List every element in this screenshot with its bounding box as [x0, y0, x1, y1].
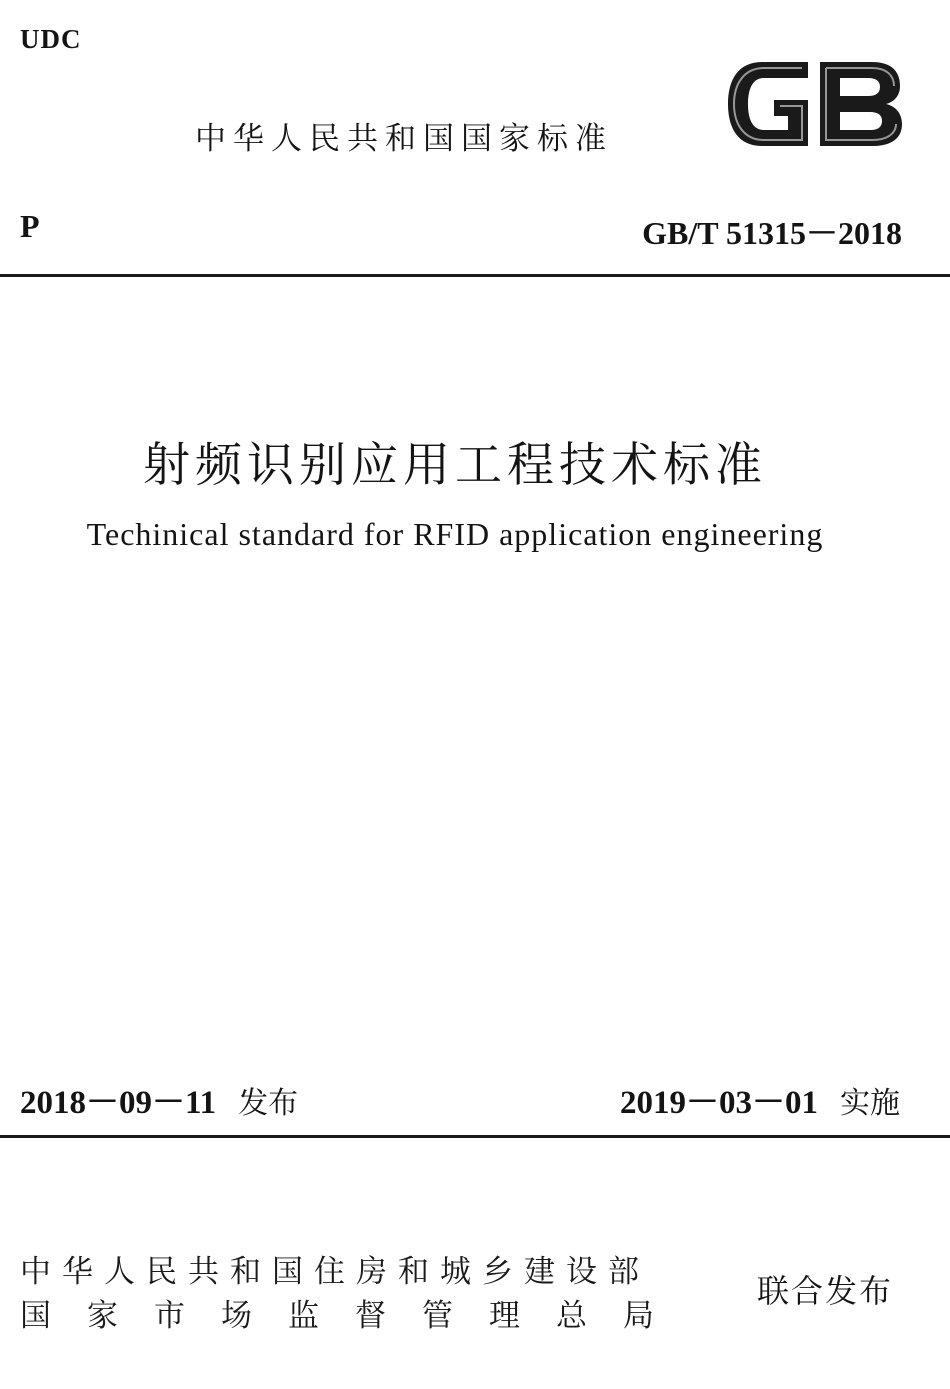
title-english: Techinical standard for RFID application engineering [86, 516, 824, 552]
implement-label: 实施 [840, 1086, 900, 1121]
implement-date-block [620, 1076, 900, 1123]
top-divider [0, 274, 950, 277]
title-chinese: 射频识别应用工程技术标准 [143, 438, 767, 493]
issuer-ministry: 中华人民共和国住房和城乡建设部 [20, 1254, 650, 1290]
national-standard-heading: 中华人民共和国国家标准 [195, 121, 613, 157]
bottom-divider [0, 1135, 950, 1138]
issue-date-block [20, 1076, 298, 1123]
classification-code: P [20, 208, 40, 244]
joint-issue-label: 联合发布 [757, 1272, 894, 1310]
implement-date: 2019－03－01 [620, 1085, 818, 1121]
issuer-administration: 国家市场监督管理总局 [20, 1298, 690, 1334]
udc-label: UDC [20, 24, 82, 54]
gb-logo [722, 56, 906, 152]
standard-number: GB/T 51315－2018 [642, 215, 902, 251]
issue-label: 发布 [238, 1086, 299, 1121]
issue-date: 2018－09－11 [20, 1085, 217, 1121]
